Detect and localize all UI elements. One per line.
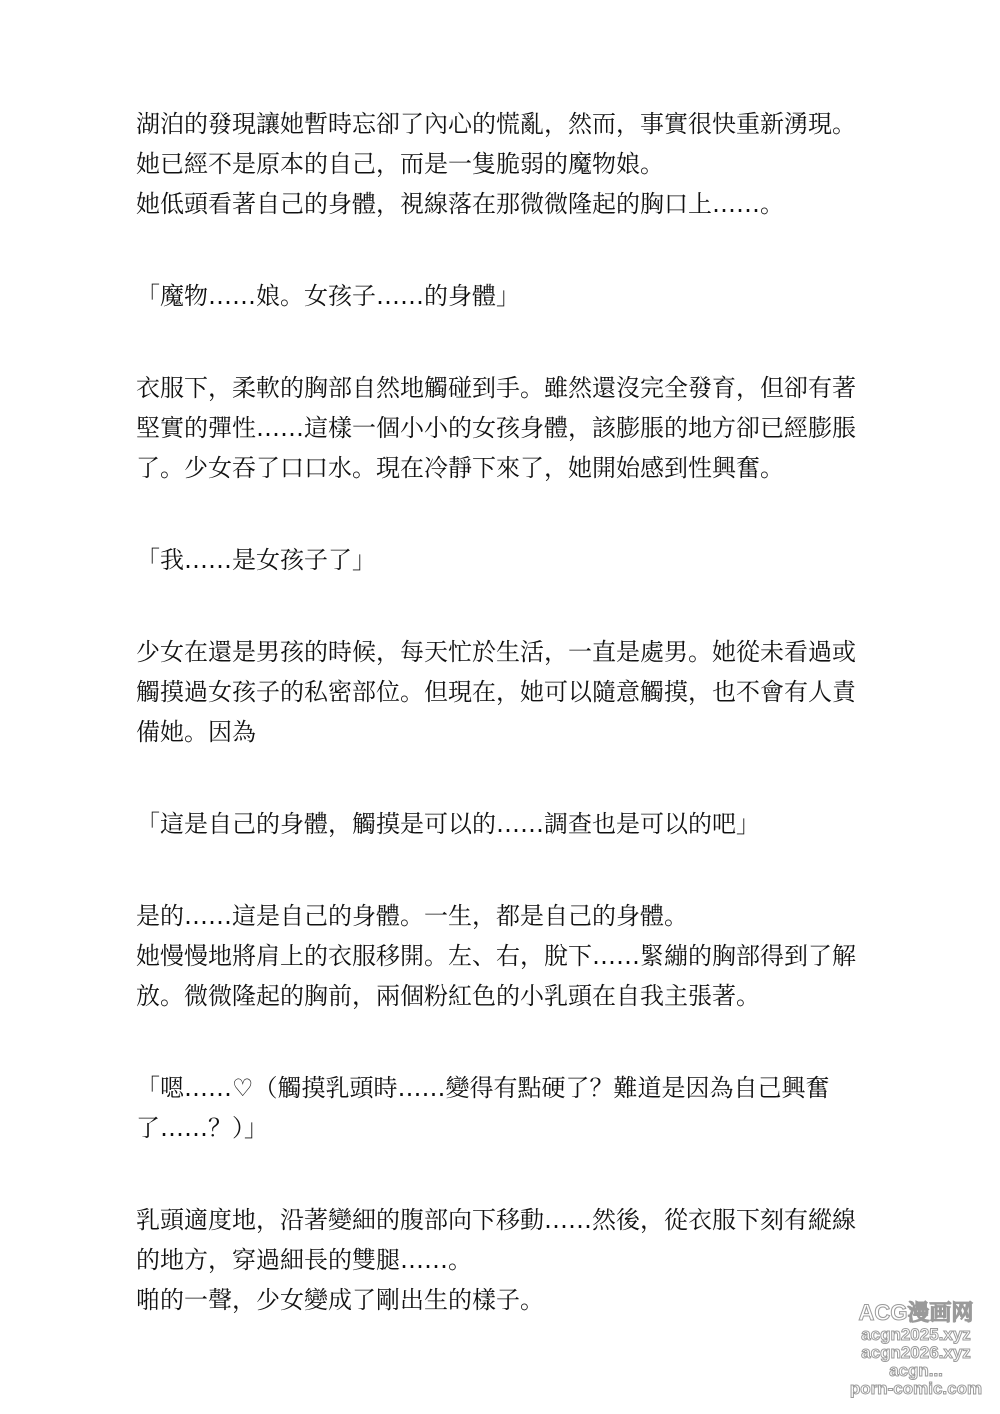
paragraph-4 bbox=[136, 896, 866, 1016]
text-line: 啪的一聲，少女變成了剛出生的樣子。 bbox=[136, 1286, 544, 1314]
story-text bbox=[136, 104, 866, 1320]
dialogue-3 bbox=[136, 804, 866, 844]
text-line: 她慢慢地將肩上的衣服移開。左、右，脫下……緊繃的胸部得到了解 bbox=[136, 942, 856, 970]
text-line: 「嗯……♡（觸摸乳頭時……變得有點硬了？難道是因為自己興奮 bbox=[136, 1074, 830, 1102]
watermark-brand: ACG漫画网 bbox=[858, 1300, 974, 1325]
paragraph-3 bbox=[136, 632, 866, 752]
text-line: 湖泊的發現讓她暫時忘卻了內心的慌亂，然而，事實很快重新湧現。 bbox=[136, 110, 856, 138]
paragraph-2 bbox=[136, 368, 866, 488]
text-line: 乳頭適度地，沿著變細的腹部向下移動……然後，從衣服下刻有縱線 bbox=[136, 1206, 856, 1234]
watermark-line: acgn2026.xyz bbox=[861, 1343, 971, 1362]
text-line: 堅實的彈性……這樣一個小小的女孩身體，該膨脹的地方卻已經膨脹 bbox=[136, 414, 856, 442]
text-line: 的地方，穿過細長的雙腿……。 bbox=[136, 1246, 472, 1274]
text-line: 衣服下，柔軟的胸部自然地觸碰到手。雖然還沒完全發育，但卻有著 bbox=[136, 374, 856, 402]
text-line: 了……？）」 bbox=[136, 1114, 268, 1142]
watermark-line: porn-comic.com bbox=[849, 1379, 983, 1398]
text-line: 她低頭看著自己的身體，視線落在那微微隆起的胸口上……。 bbox=[136, 190, 784, 218]
watermark-line: acgn2025.xyz bbox=[861, 1325, 971, 1344]
dialogue-4 bbox=[136, 1068, 866, 1148]
text-line: 她已經不是原本的自己，而是一隻脆弱的魔物娘。 bbox=[136, 150, 664, 178]
paragraph-1 bbox=[136, 104, 866, 224]
dialogue-2 bbox=[136, 540, 866, 580]
watermark bbox=[840, 1300, 992, 1412]
text-line: 備她。因為 bbox=[136, 718, 256, 746]
text-line: 「這是自己的身體，觸摸是可以的……調查也是可以的吧」 bbox=[136, 810, 760, 838]
text-line: 是的……這是自己的身體。一生，都是自己的身體。 bbox=[136, 902, 688, 930]
watermark-line: acgn... bbox=[889, 1361, 943, 1380]
text-line: 放。微微隆起的胸前，兩個粉紅色的小乳頭在自我主張著。 bbox=[136, 982, 760, 1010]
text-line: 「魔物……娘。女孩子……的身體」 bbox=[136, 282, 520, 310]
dialogue-1 bbox=[136, 276, 866, 316]
paragraph-5 bbox=[136, 1200, 866, 1320]
text-line: 「我……是女孩子了」 bbox=[136, 546, 376, 574]
text-line: 了。少女吞了口口水。現在冷靜下來了，她開始感到性興奮。 bbox=[136, 454, 784, 482]
text-line: 少女在還是男孩的時候，每天忙於生活，一直是處男。她從未看過或 bbox=[136, 638, 856, 666]
text-line: 觸摸過女孩子的私密部位。但現在，她可以隨意觸摸，也不會有人責 bbox=[136, 678, 856, 706]
